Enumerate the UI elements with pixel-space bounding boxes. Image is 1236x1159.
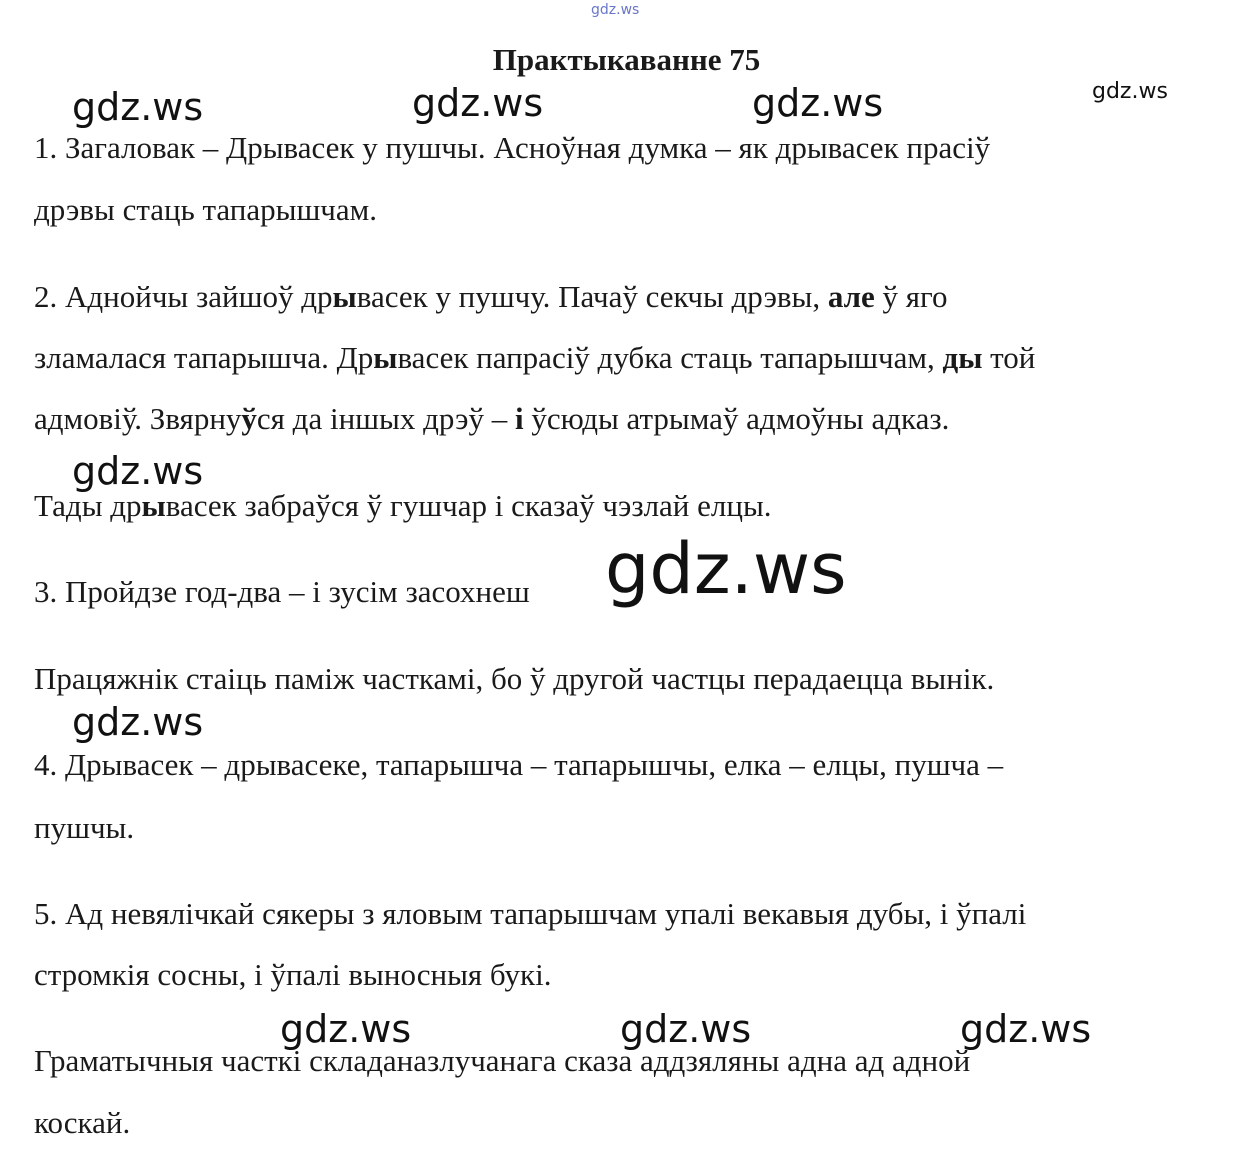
- watermark: gdz.ws: [1092, 79, 1168, 104]
- text-run: васек у пушчу. Пачаў секчы дрэвы,: [356, 279, 828, 314]
- watermark: gdz.ws: [960, 1007, 1092, 1051]
- bold-word: ды: [942, 340, 983, 375]
- text-run: васек папрасіў дубка стаць тапарышчам,: [397, 340, 943, 375]
- answer-2-line-2: [34, 338, 1035, 378]
- watermark-large: gdz.ws: [605, 528, 847, 610]
- watermark: gdz.ws: [752, 81, 884, 125]
- answer-2-line-3: [34, 399, 949, 439]
- watermark: gdz.ws: [412, 81, 544, 125]
- answer-1-line-1: 1. Загаловак – Дрывасек у пушчы. Асноўная думка – як дрывасек прасіў: [34, 130, 991, 165]
- answer-5-line-1: 5. Ад невялічкай сякеры з яловым тапарышчам упалі векавыя дубы, і ўпалі: [34, 896, 1027, 931]
- text-run: 2. Аднойчы зайшоў др: [34, 279, 333, 314]
- page-title: Практыкаванне 75: [492, 42, 761, 77]
- bold-word: але: [827, 279, 875, 314]
- text-run: васек забраўся ў гушчар і сказаў чэзлай елцы.: [165, 488, 772, 523]
- answer-5-line-3: Граматычныя часткі складаназлучанага сказа аддзяляны адна ад адной: [34, 1043, 971, 1078]
- watermark: gdz.ws: [620, 1007, 752, 1051]
- answer-2-line-1: [34, 277, 948, 317]
- text-run: зламалася тапарышча. Др: [34, 340, 374, 375]
- text-run: ся да іншых дрэў –: [256, 401, 515, 436]
- bold-letter: ы: [332, 279, 357, 314]
- watermark: gdz.ws: [72, 85, 204, 129]
- text-run: ўсюды атрымаў адмоўны адказ.: [523, 401, 950, 436]
- answer-5-line-2: стромкія сосны, і ўпалі выносныя букі.: [34, 957, 552, 992]
- text-run: адмовіў. Звярну: [34, 401, 242, 436]
- answer-1-line-2: дрэвы стаць тапарышчам.: [34, 192, 378, 227]
- watermark: gdz.ws: [72, 700, 204, 744]
- answer-4-line-1: 4. Дрывасек – дрывасеке, тапарышча – тапарышчы, елка – елцы, пушча –: [34, 747, 1004, 782]
- text-run: ў яго: [874, 279, 948, 314]
- watermark-top: gdz.ws: [591, 2, 640, 18]
- answer-5-line-4: коскай.: [34, 1105, 131, 1140]
- bold-word: і: [514, 401, 524, 436]
- text-run: той: [982, 340, 1036, 375]
- answer-3-line-1: 3. Пройдзе год-два – і зусім засохнеш: [34, 574, 530, 609]
- answer-3-line-2: Працяжнік стаіць паміж часткамі, бо ў другой частцы перадаецца вынік.: [34, 661, 995, 696]
- text-run: Тады др: [34, 488, 142, 523]
- watermark: gdz.ws: [280, 1007, 412, 1051]
- bold-letter: ў: [241, 401, 257, 436]
- answer-2-line-4: [34, 486, 772, 526]
- answer-4-line-2: пушчы.: [34, 810, 135, 845]
- bold-letter: ы: [373, 340, 398, 375]
- bold-letter: ы: [141, 488, 166, 523]
- watermark: gdz.ws: [72, 449, 204, 493]
